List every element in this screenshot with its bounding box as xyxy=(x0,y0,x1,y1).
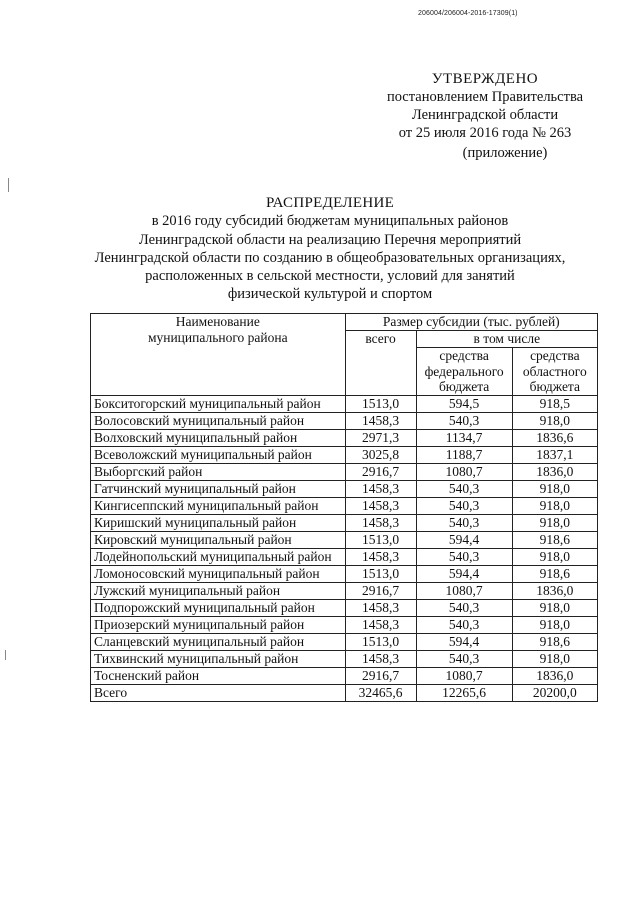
federal-value: 540,3 xyxy=(416,497,512,514)
title-line-1: в 2016 году субсидий бюджетам муниципальных районов xyxy=(151,213,509,230)
federal-value: 540,3 xyxy=(416,412,512,429)
federal-value: 1134,7 xyxy=(416,429,512,446)
regional-value: 1836,6 xyxy=(512,429,597,446)
regional-value: 918,0 xyxy=(512,599,597,616)
approval-line-3: от 25 июля 2016 года № 263 xyxy=(398,125,572,141)
federal-value: 1080,7 xyxy=(416,667,512,684)
table-row xyxy=(91,667,598,684)
regional-value: 918,0 xyxy=(512,412,597,429)
district-name: Кировский муниципальный район xyxy=(91,531,346,548)
district-name: Лодейнопольский муниципальный район xyxy=(91,548,346,565)
regional-value: 918,6 xyxy=(512,565,597,582)
regional-value: 918,0 xyxy=(512,497,597,514)
table-row xyxy=(91,514,598,531)
table-row xyxy=(91,633,598,650)
table-body xyxy=(91,395,598,701)
federal-value: 540,3 xyxy=(416,616,512,633)
federal-value: 1188,7 xyxy=(416,446,512,463)
district-name: Тосненский район xyxy=(91,667,346,684)
document-title xyxy=(70,194,590,304)
header-subsidy: Размер субсидии (тыс. рублей) xyxy=(345,314,597,331)
regional-value: 918,5 xyxy=(512,395,597,412)
district-name: Сланцевский муниципальный район xyxy=(91,633,346,650)
table-row xyxy=(91,463,598,480)
table-row xyxy=(91,480,598,497)
federal-value: 540,3 xyxy=(416,480,512,497)
federal-value: 540,3 xyxy=(416,599,512,616)
total-value: 2916,7 xyxy=(345,582,416,599)
total-value: 2916,7 xyxy=(345,667,416,684)
total-value: 1458,3 xyxy=(345,599,416,616)
total-value: 1458,3 xyxy=(345,514,416,531)
title-line-5: физической культурой и спортом xyxy=(227,286,433,303)
approval-line-1: постановлением Правительства xyxy=(386,89,584,105)
regional-value: 20200,0 xyxy=(512,684,597,701)
regional-value: 918,0 xyxy=(512,650,597,667)
table-row xyxy=(91,548,598,565)
header-regional: средства областного бюджета xyxy=(512,348,597,396)
district-name: Бокситогорский муниципальный район xyxy=(91,395,346,412)
table-row xyxy=(91,531,598,548)
summary-row xyxy=(91,684,598,701)
total-value: 1458,3 xyxy=(345,497,416,514)
regional-value: 918,0 xyxy=(512,514,597,531)
scan-mark xyxy=(8,178,9,192)
district-name: Тихвинский муниципальный район xyxy=(91,650,346,667)
total-value: 1513,0 xyxy=(345,395,416,412)
total-value: 2916,7 xyxy=(345,463,416,480)
total-value: 3025,8 xyxy=(345,446,416,463)
district-name: Лужский муниципальный район xyxy=(91,582,346,599)
approval-block xyxy=(360,70,610,162)
regional-value: 918,6 xyxy=(512,531,597,548)
scan-mark xyxy=(5,650,6,660)
table-row xyxy=(91,497,598,514)
total-value: 1458,3 xyxy=(345,650,416,667)
total-value: 1513,0 xyxy=(345,633,416,650)
total-value: 1513,0 xyxy=(345,531,416,548)
total-value: 1458,3 xyxy=(345,548,416,565)
federal-value: 594,4 xyxy=(416,531,512,548)
district-name: Всего xyxy=(91,684,346,701)
title-line-3: Ленинградской области по созданию в общеобразовательных организациях, xyxy=(94,249,566,266)
federal-value: 540,3 xyxy=(416,650,512,667)
district-name: Волосовский муниципальный район xyxy=(91,412,346,429)
regional-value: 1837,1 xyxy=(512,446,597,463)
federal-value: 1080,7 xyxy=(416,582,512,599)
header-federal: средства федерального бюджета xyxy=(416,348,512,396)
subsidy-table xyxy=(90,313,598,702)
document-id: 206004/206004-2016-17309(1) xyxy=(418,10,518,17)
total-value: 1513,0 xyxy=(345,565,416,582)
table-row xyxy=(91,582,598,599)
approval-attachment: (приложение) xyxy=(462,145,548,161)
table-row xyxy=(91,616,598,633)
federal-value: 540,3 xyxy=(416,548,512,565)
total-value: 32465,6 xyxy=(345,684,416,701)
table-row xyxy=(91,565,598,582)
regional-value: 1836,0 xyxy=(512,667,597,684)
district-name: Киришский муниципальный район xyxy=(91,514,346,531)
federal-value: 594,4 xyxy=(416,633,512,650)
title-line-4: расположенных в сельской местности, условий для занятий xyxy=(145,268,515,285)
federal-value: 594,4 xyxy=(416,565,512,582)
district-name: Подпорожский муниципальный район xyxy=(91,599,346,616)
regional-value: 918,0 xyxy=(512,616,597,633)
district-name: Волховский муниципальный район xyxy=(91,429,346,446)
table-row xyxy=(91,650,598,667)
total-value: 2971,3 xyxy=(345,429,416,446)
total-value: 1458,3 xyxy=(345,480,416,497)
regional-value: 918,0 xyxy=(512,548,597,565)
federal-value: 540,3 xyxy=(416,514,512,531)
regional-value: 918,6 xyxy=(512,633,597,650)
regional-value: 1836,0 xyxy=(512,463,597,480)
title-line-2: Ленинградской области на реализацию Перечня мероприятий xyxy=(138,231,522,248)
table-row xyxy=(91,395,598,412)
federal-value: 12265,6 xyxy=(416,684,512,701)
table-row xyxy=(91,429,598,446)
total-value: 1458,3 xyxy=(345,616,416,633)
regional-value: 918,0 xyxy=(512,480,597,497)
table-row xyxy=(91,412,598,429)
district-name: Всеволожский муниципальный район xyxy=(91,446,346,463)
header-total: всего xyxy=(345,331,416,396)
title-main: РАСПРЕДЕЛЕНИЕ xyxy=(265,195,395,211)
total-value: 1458,3 xyxy=(345,412,416,429)
district-name: Выборгский район xyxy=(91,463,346,480)
approval-line-2: Ленинградской области xyxy=(411,107,559,123)
header-name: Наименование муниципального района xyxy=(91,314,346,396)
federal-value: 1080,7 xyxy=(416,463,512,480)
approval-heading: УТВЕРЖДЕНО xyxy=(431,71,539,87)
regional-value: 1836,0 xyxy=(512,582,597,599)
district-name: Гатчинский муниципальный район xyxy=(91,480,346,497)
federal-value: 594,5 xyxy=(416,395,512,412)
district-name: Ломоносовский муниципальный район xyxy=(91,565,346,582)
table-row xyxy=(91,599,598,616)
district-name: Приозерский муниципальный район xyxy=(91,616,346,633)
table-row xyxy=(91,446,598,463)
district-name: Кингисеппский муниципальный район xyxy=(91,497,346,514)
header-including: в том числе xyxy=(416,331,597,348)
